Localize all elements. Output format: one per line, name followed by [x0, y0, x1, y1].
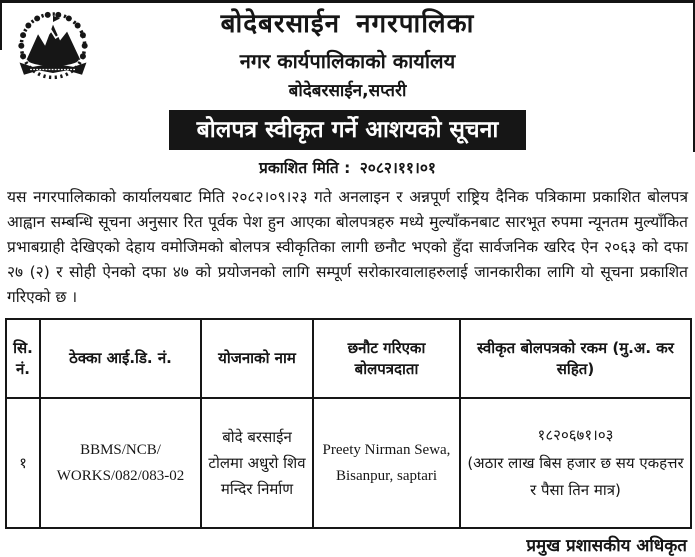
signatory-title: प्रमुख प्रशासकीय अधिकृत	[526, 536, 687, 556]
published-date-label: प्रकाशित मिति :	[259, 159, 351, 177]
document-header	[0, 0, 695, 178]
municipality-name: बोदेबरसाईन नगरपालिका	[220, 9, 475, 39]
cell-serial-number: १	[6, 398, 40, 528]
published-date-line	[0, 158, 695, 178]
cell-accepted-amount	[460, 398, 691, 528]
header-contract-id: ठेक्का आई.डि. नं.	[40, 319, 201, 398]
header-selected-bidder: छनौट गरिएका बोलपत्रदाता	[313, 319, 460, 398]
header-project-name: योजनाको नाम	[201, 319, 313, 398]
notice-title: बोलपत्र स्वीकृत गर्ने आशयको सूचना	[169, 110, 527, 150]
municipality-address: बोदेबरसाईन,सप्तरी	[288, 81, 407, 101]
header-serial-number: सि. नं.	[6, 319, 40, 398]
published-date-value: २०८२।११।०१	[359, 159, 436, 177]
office-name: नगर कार्यपालिकाको कार्यालय	[239, 49, 456, 73]
scan-border-top	[0, 0, 695, 3]
table-header-row	[6, 319, 691, 398]
cell-contract-id: BBMS/NCB/ WORKS/082/083-02	[40, 398, 201, 528]
header-accepted-amount: स्वीकृत बोलपत्रको रकम (मु.अ. कर सहित)	[460, 319, 691, 398]
amount-figure: १८२०६७१।०३	[537, 426, 614, 444]
cell-selected-bidder: Preety Nirman Sewa, Bisanpur, saptari	[313, 398, 460, 528]
scan-border-left	[0, 0, 2, 50]
notice-paragraph: यस नगरपालिकाको कार्यालयबाट मिति २०८२।०९।२३ गते अनलाइन र अन्नपूर्ण राष्ट्रिय दैनिक पत्रिकामा प्रकाशित बोलपत्र आह्वान सम्बन्धि सूचना अनुसार रित पूर्वक पेश हुन आएका बोलपत्रहरु मध्ये मुल्याँकनबाट सारभूत रुपमा न्यूनतम मुल्याँकित प्रभाबग्राही देखिएको देहाय वमोजिमको बोलपत्र स्वीकृतिका लागी छनौट भएको हुँदा सार्वजनिक खरिद ऐन २०६३ को दफा २७ (२) र सोही ऐनको दफा ४७ को प्रयोजनको लागि सम्पूर्ण सरोकारवालाहरुलाई जानकारीका लागि यो सूचना प्रकाशित गरिएको छ ।	[7, 188, 688, 306]
tender-table	[5, 318, 692, 529]
cell-project-name: बोदे बरसाईन टोलमा अधुरो शिव मन्दिर निर्माण	[201, 398, 313, 528]
nepal-emblem-icon	[9, 5, 97, 97]
table-row	[6, 398, 691, 528]
amount-in-words: (अठार लाख बिस हजार छ सय एकहत्तर र पैसा तिन मात्र)	[467, 454, 684, 499]
